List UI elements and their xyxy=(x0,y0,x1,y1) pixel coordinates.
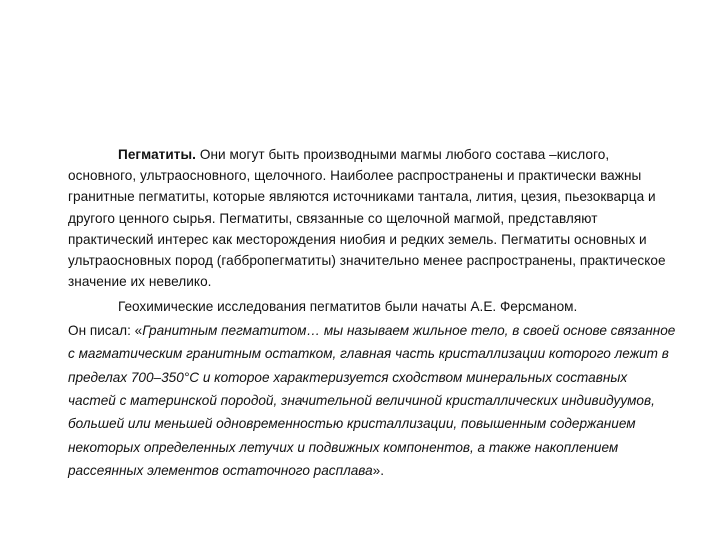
paragraph-pegmatites xyxy=(68,144,678,292)
paragraph-lead-term: Пегматиты. xyxy=(118,147,196,162)
text-block xyxy=(68,144,678,483)
quote-closing: ». xyxy=(372,463,384,479)
paragraph-fersman xyxy=(68,295,678,482)
paragraph-body: Они могут быть производными магмы любого состава –кислого, основного, ультраосновного, щелочного. Наиболее распространены и практически важны гранитные пегматиты, которые являются источниками тантала, лития, цезия, пьезокварца и другого ценного сырья. Пегматиты, связанные со щелочной магмой, представляют практический интерес как месторождения ниобия и редких земель. Пегматиты основных и ультраосновных пород (габбропегматиты) значительно менее распространены, практическое значение их невелико. xyxy=(68,147,666,290)
paragraph-intro: Геохимические исследования пегматитов были начаты А.Е. Ферсманом. xyxy=(118,299,578,315)
quote-lead-in: Он писал: « xyxy=(68,322,143,338)
fersman-quote: Гранитным пегматитом… мы называем жильное тело, в своей основе связанное с магматическим гранитным остатком, главная часть кристаллизации которого лежит в пределах 700–350°С и которое характеризуется сходством минеральных составных частей с материнской породой, значительной величиной кристаллических индивидуумов, большей или меньшей одновременностью кристаллизации, повышенным содержанием некоторых определенных летучих и подвижных компонентов, а также накоплением рассеянных элементов остаточного расплава xyxy=(68,322,676,479)
